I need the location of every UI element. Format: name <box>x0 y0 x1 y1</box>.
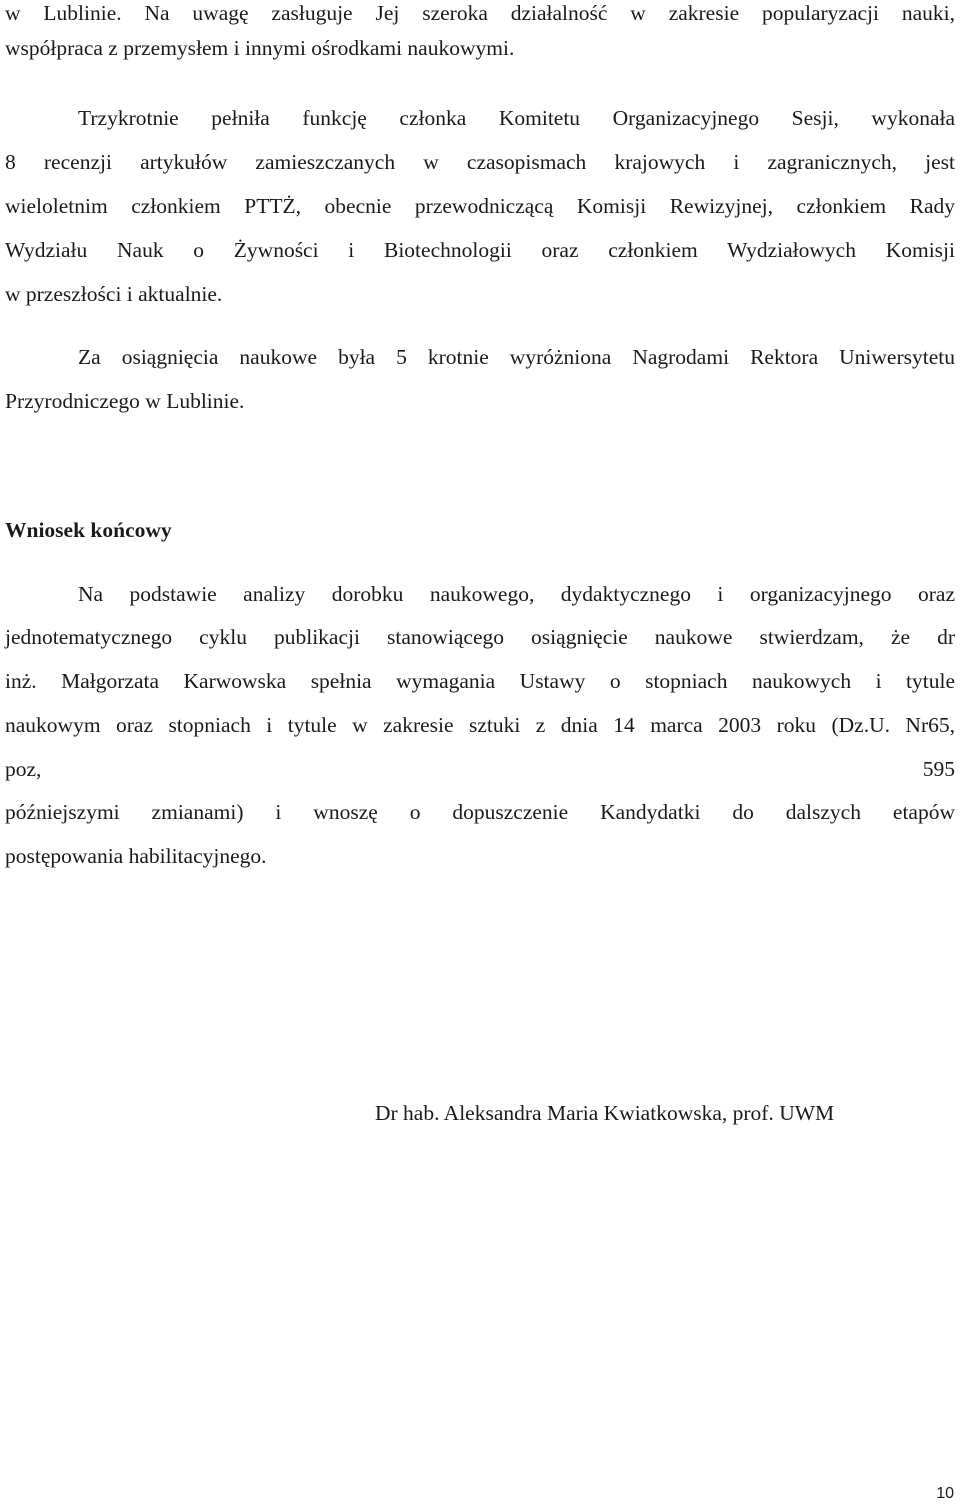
text-line: Za osiągnięcia naukowe była 5 krotnie wyróżniona Nagrodami Rektora Uniwersytetu <box>78 345 955 369</box>
text-line: poz, 595 <box>5 757 955 781</box>
text-line: w przeszłości i aktualnie. <box>5 282 223 306</box>
signature: Dr hab. Aleksandra Maria Kwiatkowska, prof. UWM <box>375 1101 835 1125</box>
page-number: 10 <box>936 1485 954 1502</box>
text-line: inż. Małgorzata Karwowska spełnia wymagania Ustawy o stopniach naukowych i tytule <box>5 669 955 693</box>
text-line: w Lublinie. Na uwagę zasługuje Jej szeroka działalność w zakresie popularyzacji nauki, <box>5 1 955 25</box>
text-line: późniejszymi zmianami) i wnoszę o dopuszczenie Kandydatki do dalszych etapów <box>5 800 955 824</box>
text-line: postępowania habilitacyjnego. <box>5 844 267 868</box>
text-line: Na podstawie analizy dorobku naukowego, dydaktycznego i organizacyjnego oraz <box>78 582 955 606</box>
text-line: Trzykrotnie pełniła funkcję członka Komitetu Organizacyjnego Sesji, wykonała <box>78 106 955 130</box>
text-line: naukowym oraz stopniach i tytule w zakresie sztuki z dnia 14 marca 2003 roku (Dz.U. Nr65, <box>5 713 955 737</box>
text-line: wieloletnim członkiem PTTŻ, obecnie przewodniczącą Komisji Rewizyjnej, członkiem Rady <box>5 194 955 218</box>
text-line: jednotematycznego cyklu publikacji stanowiącego osiągnięcie naukowe stwierdzam, że dr <box>5 625 955 649</box>
text-line: 8 recenzji artykułów zamieszczanych w czasopismach krajowych i zagranicznych, jest <box>5 150 955 174</box>
text-line: Przyrodniczego w Lublinie. <box>5 389 245 413</box>
section-heading: Wniosek końcowy <box>5 518 172 542</box>
text-line: współpraca z przemysłem i innymi ośrodkami naukowymi. <box>5 36 515 60</box>
text-line: Wydziału Nauk o Żywności i Biotechnologii oraz członkiem Wydziałowych Komisji <box>5 238 955 262</box>
